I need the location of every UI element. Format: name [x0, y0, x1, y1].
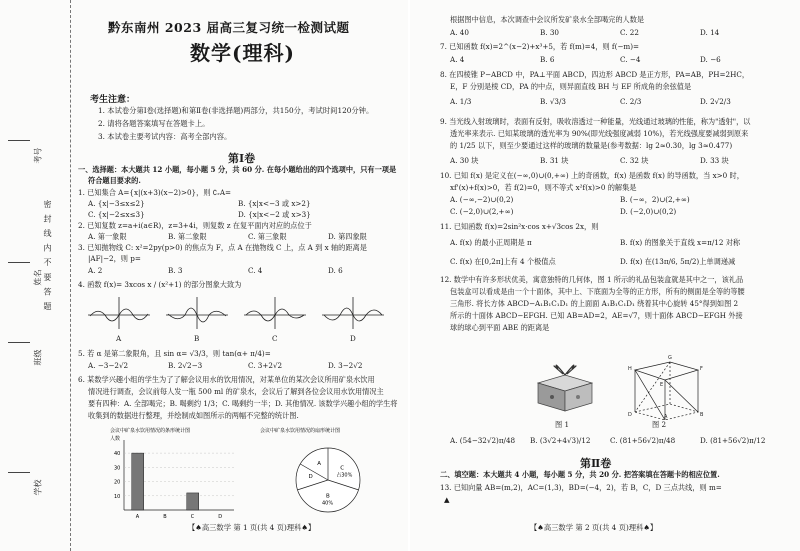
- figure-caption: 图 2: [652, 420, 667, 429]
- option: D. −6: [700, 55, 721, 64]
- page-footer: 【♠高三数学 第 2 页(共 4 页)理科♠】: [530, 523, 658, 532]
- option: C. 2/3: [620, 97, 642, 106]
- question-9-cont: 透光率来表示. 已知某玻璃的透光率为 90%(即光线强度减弱 10%)，若光线强度要减弱到原来: [450, 129, 749, 138]
- x-tick-label: D: [218, 514, 223, 520]
- gutter-label-banji: 班级: [33, 349, 43, 366]
- function-graphs: [88, 295, 388, 335]
- gift-box-figure: [530, 355, 600, 415]
- y-axis-label: 人数: [110, 436, 121, 442]
- option: D. {x|x<−2 或 x>3}: [238, 210, 311, 219]
- option: D. 33 块: [700, 156, 729, 165]
- part1-title: 第Ⅰ卷: [228, 152, 256, 165]
- chart-title: 会议中矿泉水饮用情况的扇形统计图: [260, 428, 341, 434]
- question-6-cont: 情况进行调查，会议前每人发一瓶 500 ml 的矿泉水，会议后了解到各位会议用水饮用情况主: [88, 387, 384, 396]
- option: A. 第一象限: [88, 232, 127, 241]
- pie-slice-label: D: [308, 474, 313, 481]
- gutter-label-xuexiao: 学校: [33, 479, 43, 496]
- y-tick-label: 40: [114, 451, 121, 458]
- option: B. √3/3: [540, 97, 566, 106]
- x-tick-label: B: [163, 514, 167, 520]
- y-tick-label: 30: [114, 465, 121, 472]
- question-6: 6. 某数学兴趣小组的学生为了了解会议用水的饮用情况，对某单位的某次会议所用矿泉水饮用: [78, 375, 375, 384]
- question-11: 11. 已知函数 f(x)=2sin²x·cos x+√3cos 2x，则: [440, 222, 599, 231]
- option: A. (54−32√2)π/48: [450, 436, 516, 445]
- gutter-label-xingming: 姓名: [33, 269, 43, 286]
- question-9: 9. 当光线入射玻璃时，表面有反射，吸收溶透过一种能量，光线通过玻璃的性能，称为"透射"，以: [440, 117, 751, 126]
- pie-slice-value: 40%: [322, 500, 334, 507]
- left-content: [78, 0, 404, 551]
- question-1: 1. 已知集合 A={x|(x+3)(x−2)>0}，则 ∁ᵣA=: [78, 188, 232, 197]
- pie-slice-label: C: [340, 465, 345, 472]
- y-tick-label: 20: [114, 479, 121, 486]
- question-9-cont: 的 1/25 以下，则至少要通过这样的玻璃的数量是(参考数据：lg 2≈0.30，lg 3≈0.477): [450, 141, 733, 150]
- option: D. 3−2√2: [328, 361, 363, 370]
- graph-label: C: [272, 334, 278, 343]
- option: C. 4: [248, 266, 263, 275]
- bar-chart: [106, 424, 246, 520]
- question-3-cont: |AF|−2，则 p=: [88, 254, 141, 263]
- question-6-cont: 收集到的数据进行整理，并绘制成如图所示的两幅不完整的统计图.: [88, 411, 299, 420]
- x-tick-label: C: [190, 514, 195, 520]
- option: B. (3√2+4√3)/12: [530, 436, 591, 445]
- question-10: 10. 已知 f(x) 是定义在(−∞,0)∪(0,+∞) 上的奇函数，f(x) 是函数 f(x) 的导函数，当 x>0 时，: [440, 171, 744, 180]
- svg-text:D: D: [628, 412, 632, 418]
- option: A. {x|−3≤x≤2}: [88, 199, 145, 208]
- option: D. 6: [328, 266, 343, 275]
- gutter-line: [8, 342, 30, 343]
- option: C. {x|−2≤x≤3}: [88, 210, 145, 219]
- gutter-label-kaohao: 考号: [33, 147, 43, 164]
- graph-label: A: [116, 334, 122, 343]
- question-4: 4. 函数 f(x)= 3xcos x / (x²+1) 的部分图象大致为: [78, 280, 242, 289]
- option: A. f(x) 的最小正周期是 π: [450, 238, 532, 247]
- option: B. 3: [168, 266, 183, 275]
- section-instruction: 二、填空题：本大题共 4 小题，每小题 5 分，共 20 分. 把答案填在答题卡的相应位置.: [440, 470, 720, 479]
- svg-text:G: G: [668, 355, 672, 361]
- gutter-line: [8, 262, 30, 263]
- option: D. 2√2/3: [700, 97, 731, 106]
- svg-text:H: H: [628, 366, 632, 372]
- option: B. {x|x<−3 或 x>2}: [238, 199, 311, 208]
- svg-text:F: F: [700, 366, 703, 372]
- option: B. (−∞，2)∪(2,+∞): [620, 195, 690, 204]
- section-instruction: 符合题目要求的.: [88, 176, 141, 185]
- question-6-tail: 根据图中信息，本次调查中会议所发矿泉水全部喝完的人数是: [450, 15, 645, 24]
- graph-label: D: [350, 334, 356, 343]
- question-2: 2. 已知复数 z=a+i(a∈R)，z=3+4i，则复数 z 在复平面内对应的点位于: [78, 221, 312, 230]
- binding-gutter: [0, 0, 71, 551]
- option: B. 2√2−3: [168, 361, 203, 370]
- option: A. 1/3: [450, 97, 472, 106]
- option: A. 4: [450, 55, 465, 64]
- option: C. 第三象限: [248, 232, 287, 241]
- note-item: 2. 请将各题答案填写在答题卡上。: [98, 119, 210, 128]
- option: D. (−2,0)∪(0,2): [620, 207, 677, 216]
- gutter-line: [8, 140, 30, 141]
- option: D. (81+56√2)π/12: [700, 436, 766, 445]
- chart-title: 会议中矿泉水饮用情况的条形统计图: [110, 428, 191, 434]
- answer-blank: ▲: [444, 495, 450, 504]
- pie-slice-value: 占30%: [336, 472, 353, 479]
- question-8: 8. 在四棱锥 P−ABCD 中，PA⊥平面 ABCD，四边形 ABCD 是正方形，PA=AB，PH=2HC，: [440, 70, 750, 79]
- note-item: 1. 本试卷分第Ⅰ卷(选择题)和第Ⅱ卷(非选择题)两部分，共150分，考试时间120分钟。: [98, 106, 374, 115]
- option: A. 2: [88, 266, 103, 275]
- pie-slice-label: A: [317, 460, 321, 467]
- option: A. (−∞,−2)∪(0,2): [450, 195, 514, 204]
- option: C. f(x) 在[0,2π]上有 4 个极值点: [450, 257, 556, 266]
- option: B. 6: [540, 55, 555, 64]
- option: C. 22: [620, 28, 639, 37]
- option: D. 第四象限: [328, 232, 367, 241]
- graph-label: B: [194, 334, 200, 343]
- question-12-cont: 所示的十面体 ABCD−EFGH. 已知 AB=AD=2，AE=√7，则十面体 ABCD−EFGH 外接: [450, 311, 743, 320]
- part2-title: 第Ⅱ卷: [580, 457, 612, 470]
- option: C. (81+56√2)π/48: [610, 436, 676, 445]
- option: A. 40: [450, 28, 469, 37]
- notes-heading: 考生注意：: [90, 95, 136, 105]
- pie-slice-label: B: [326, 493, 330, 500]
- question-13: 13. 已知向量 AB=(m,2)，AC=(1,3)，BD=(−4，2)，若 B，C，D 三点共线，则 m=: [440, 483, 722, 492]
- option: C. 32 块: [620, 156, 649, 165]
- question-5: 5. 若 α 是第二象限角，且 sin α= √3/3，则 tan(α+ π/4)=: [78, 349, 271, 358]
- question-12: 12. 数学中有许多形状优美，寓意独特的几何体，图 1 所示的礼品包装盒就是其中之一，该礼品: [440, 275, 744, 284]
- option: B. f(x) 的图象关于直线 x=π/12 对称: [620, 238, 741, 247]
- option: B. 第二象限: [168, 232, 207, 241]
- option: C. (−2,0)∪(2,+∞): [450, 207, 514, 216]
- bar: [132, 453, 144, 510]
- option: B. 30: [540, 28, 559, 37]
- section-instruction: 一、选择题：本大题共 12 小题，每小题 5 分，共 60 分. 在每小题给出的四个选项中，只有一项是: [78, 165, 397, 174]
- right-page: [410, 0, 800, 551]
- question-12-cont: 三角形. 将长方体 ABCD−A₁B₁C₁D₁ 的上面面 A₁B₁C₁D₁ 绕着其中心旋转 45°得到如图 2: [450, 299, 739, 308]
- svg-text:A: A: [664, 414, 668, 420]
- svg-text:B: B: [700, 412, 704, 418]
- option: D. f(x) 在(13π/6, 5π/2)上单调递减: [620, 257, 736, 266]
- option: C. −4: [620, 55, 641, 64]
- question-8-cont: E，F 分别是棱 CD，PA 的中点，则异面直线 BH 与 EF 所成角的余弦值是: [450, 82, 692, 91]
- svg-text:E: E: [660, 382, 664, 388]
- decahedron-figure: [620, 340, 710, 420]
- option: B. 31 块: [540, 156, 569, 165]
- question-12-cont: 球的球心到平面 ABE 的距离是: [450, 323, 550, 332]
- question-6-cont: 要有四种：A. 全部喝完；B. 喝剩约 1/3；C. 喝剩约一半；D. 其他情况. 该数学兴趣小组的学生将: [88, 399, 398, 408]
- question-3: 3. 已知抛物线 C: x²=2py(p>0) 的焦点为 F，点 A 在抛物线 C 上，点 A 到 x 轴的距离是: [78, 243, 367, 252]
- pie-chart: [258, 424, 398, 520]
- exam-subject: 数学(理科): [190, 41, 295, 65]
- gutter-line: [8, 472, 30, 473]
- question-12-cont: 包装盒可以看成是由一个十面体，其中上、下底面为全等的正方形，所有的侧面是全等的等腰: [450, 287, 745, 296]
- option: C. 3+2√2: [248, 361, 283, 370]
- question-10-cont: xf'(x)+f(x)>0，若 f(2)=0，则不等式 x²f(x)>0 的解集是: [450, 183, 637, 192]
- page-footer: 【♠高三数学 第 1 页(共 4 页)理科♠】: [188, 523, 316, 532]
- exam-title: 黔东南州 2023 届高三复习统一检测试题: [108, 20, 350, 35]
- option: D. 14: [700, 28, 720, 37]
- question-7: 7. 已知函数 f(x)=2^(x−2)+x³+5，若 f(m)=4，则 f(−m)=: [440, 42, 640, 51]
- option: A. −3−2√2: [88, 361, 129, 370]
- seal-line-text: 密 封 线 内 不 要 答 题: [43, 200, 52, 312]
- x-tick-label: A: [135, 514, 140, 520]
- option: A. 30 块: [450, 156, 479, 165]
- y-tick-label: 10: [114, 493, 121, 500]
- note-item: 3. 本试卷主要考试内容：高考全部内容。: [98, 132, 232, 141]
- bar: [187, 493, 199, 510]
- figure-caption: 图 1: [555, 420, 570, 429]
